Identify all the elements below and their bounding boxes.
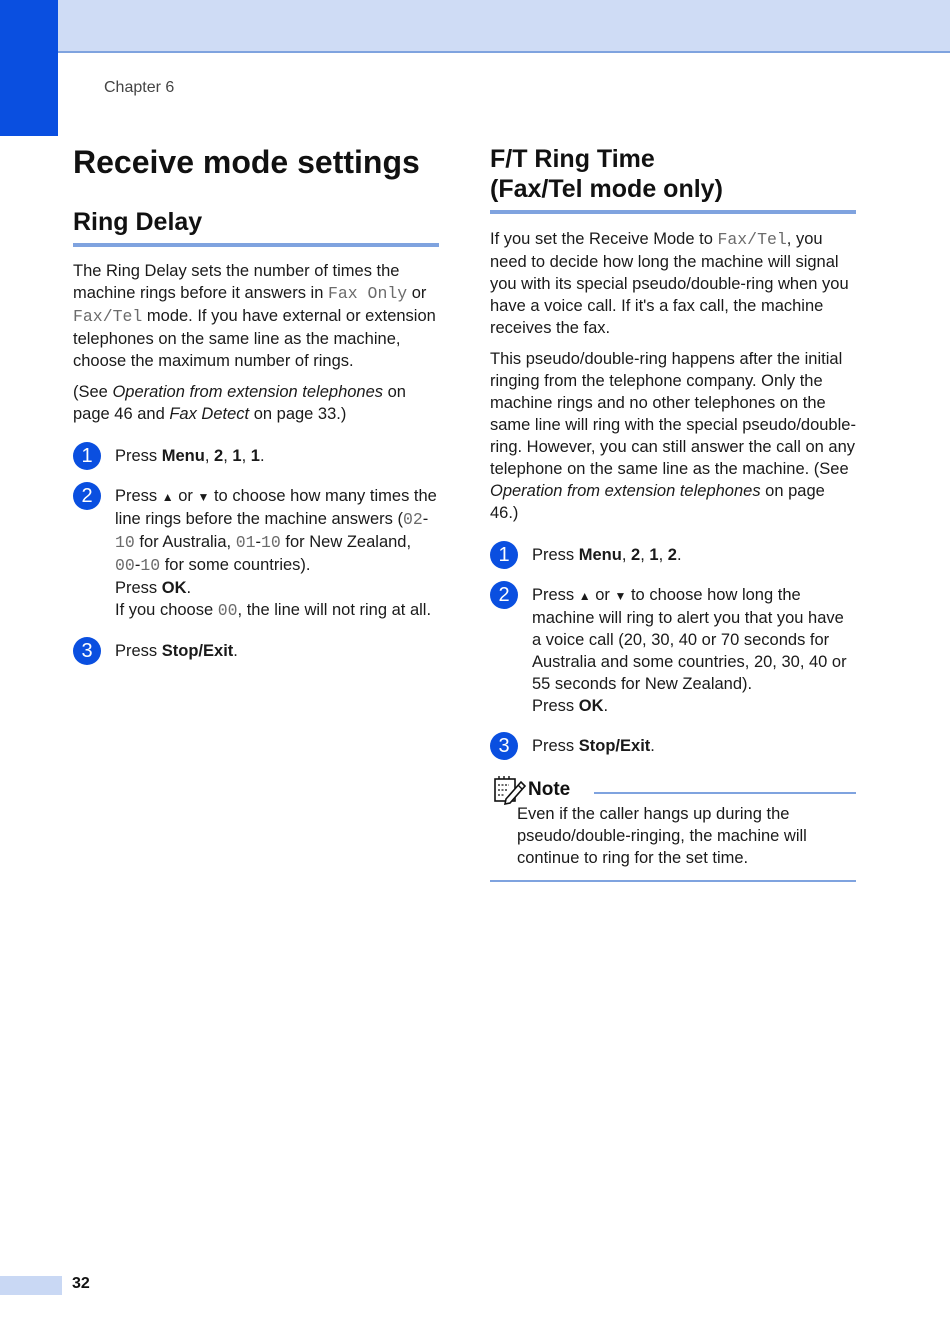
key: 2 xyxy=(667,546,677,564)
text: for New Zealand, xyxy=(280,533,412,551)
text: to choose how many times the line rings before the machine answers ( xyxy=(115,487,437,528)
note-header xyxy=(490,775,856,803)
step-number-badge: 3 xyxy=(490,732,518,760)
note-bottom-rule xyxy=(490,880,856,882)
text: (See xyxy=(73,383,113,401)
note-text: Even if the caller hangs up during the pseudo/double-ringing, the machine will continue to ring for the set time. xyxy=(517,805,807,867)
key: 1 xyxy=(649,546,659,564)
text: . xyxy=(233,642,238,660)
text: Press xyxy=(115,579,162,597)
down-arrow-icon: ▼ xyxy=(197,490,210,504)
key-stop-exit: Stop/Exit xyxy=(578,737,651,755)
text: or xyxy=(590,586,615,604)
see-also-paragraph xyxy=(73,381,439,425)
step-number-badge: 3 xyxy=(73,637,101,665)
text: , the line will not ring at all. xyxy=(237,601,432,619)
text: If you choose xyxy=(115,601,218,619)
text: - xyxy=(422,510,429,528)
key: 1 xyxy=(232,447,242,465)
text: . xyxy=(650,737,655,755)
up-arrow-icon: ▲ xyxy=(161,490,174,504)
note-pencil-icon xyxy=(492,775,526,805)
note-top-rule xyxy=(594,792,856,794)
step-number-badge: 1 xyxy=(490,541,518,569)
text: for Australia, xyxy=(134,533,236,551)
title-line-2: (Fax/Tel mode only) xyxy=(490,175,723,203)
footer-bar xyxy=(0,1276,62,1295)
key: 1 xyxy=(250,447,260,465)
mode-fax-only: Fax Only xyxy=(327,284,408,303)
text: Press xyxy=(115,487,162,505)
text: The Ring Delay sets the number of times the machine rings before it answers in xyxy=(73,262,400,302)
chapter-tab xyxy=(0,0,58,136)
cross-reference-extension[interactable]: Operation from extension telephones xyxy=(490,482,761,500)
text: , xyxy=(621,546,632,564)
cross-reference-fax-detect[interactable]: Fax Detect xyxy=(169,405,250,423)
up-arrow-icon: ▲ xyxy=(578,589,591,603)
step-1 xyxy=(490,544,856,566)
ring-delay-intro xyxy=(73,260,439,372)
text: Press xyxy=(115,447,162,465)
text: to choose how long the machine will ring to alert you that you have a voice call (20, 30, 40 or 70 seconds for Australia and some countries, 20, 30, 40 or 55 seconds for New Zealand). xyxy=(532,586,847,693)
header-band xyxy=(0,0,950,53)
page-number: 32 xyxy=(72,1275,90,1292)
text: mode. If you have external or extension telephones on the same line as the machine, choose the maximum number of rings. xyxy=(73,307,436,370)
section-title-ring-delay: Ring Delay xyxy=(73,207,439,247)
step-number-badge: 1 xyxy=(73,442,101,470)
ft-ring-detail xyxy=(490,348,856,524)
page-title: Receive mode settings xyxy=(73,144,420,180)
key-ok: OK xyxy=(161,579,187,597)
key-menu: Menu xyxy=(161,447,205,465)
step-2 xyxy=(73,485,439,622)
range-value: 00 xyxy=(115,556,135,575)
range-value: 10 xyxy=(140,556,161,575)
text: , xyxy=(204,447,215,465)
text: on page 46 and xyxy=(73,383,406,423)
down-arrow-icon: ▼ xyxy=(614,589,627,603)
step-1 xyxy=(73,445,439,467)
text: Press xyxy=(532,586,579,604)
text: , xyxy=(658,546,668,564)
ft-ring-intro xyxy=(490,228,856,339)
section-title-ft-ring-time xyxy=(490,144,856,214)
text: or xyxy=(173,487,198,505)
key-ok: OK xyxy=(578,697,604,715)
text: , xyxy=(640,546,650,564)
key: 2 xyxy=(631,546,641,564)
title-line-1: F/T Ring Time xyxy=(490,145,655,173)
text: Press xyxy=(532,546,579,564)
range-value: 00 xyxy=(217,601,238,620)
text: for some countries). xyxy=(160,556,311,574)
text: - xyxy=(134,556,141,574)
text: . xyxy=(259,447,265,465)
key: 2 xyxy=(214,447,224,465)
range-value: 01 xyxy=(235,533,256,552)
text: Press xyxy=(115,642,162,660)
text: If you set the Receive Mode to xyxy=(490,230,718,248)
text: , xyxy=(223,447,233,465)
step-number-badge: 2 xyxy=(73,482,101,510)
step-number-badge: 2 xyxy=(490,581,518,609)
note-box xyxy=(490,775,856,882)
step-3 xyxy=(73,640,439,662)
mode-fax-tel: Fax/Tel xyxy=(717,230,787,249)
key-stop-exit: Stop/Exit xyxy=(161,642,234,660)
range-value: 10 xyxy=(115,533,135,552)
text: . xyxy=(603,697,609,715)
text: , xyxy=(241,447,251,465)
step-2 xyxy=(490,584,856,717)
text: This pseudo/double-ring happens after the initial ringing from the telephone company. Only the machine rings and no other telephones on the same line will ring with the special pseudo/double-ring. However, you can still answer the call on any telephone on the same line as the machine. (See xyxy=(490,350,856,478)
range-value: 02 xyxy=(402,510,423,529)
text: Press xyxy=(532,737,579,755)
text: or xyxy=(407,284,427,302)
note-title: Note xyxy=(528,779,571,800)
text: , you need to decide how long the machine will signal you with its special pseudo/double-ring when you have a voice call. If it's a fax call, the machine receives the fax. xyxy=(490,230,849,337)
cross-reference-extension[interactable]: Operation from extension telephones xyxy=(112,383,384,401)
range-value: 10 xyxy=(261,533,281,552)
text: . xyxy=(186,579,192,597)
right-column xyxy=(490,144,856,882)
text: on page 33.) xyxy=(249,405,347,423)
text: . xyxy=(676,546,682,564)
mode-fax-tel: Fax/Tel xyxy=(73,307,143,326)
text: Press xyxy=(532,697,579,715)
left-column xyxy=(73,140,439,662)
step-3 xyxy=(490,735,856,757)
chapter-label: Chapter 6 xyxy=(104,79,175,96)
key-menu: Menu xyxy=(578,546,622,564)
text: - xyxy=(255,533,262,551)
text: on page 46.) xyxy=(490,482,825,522)
